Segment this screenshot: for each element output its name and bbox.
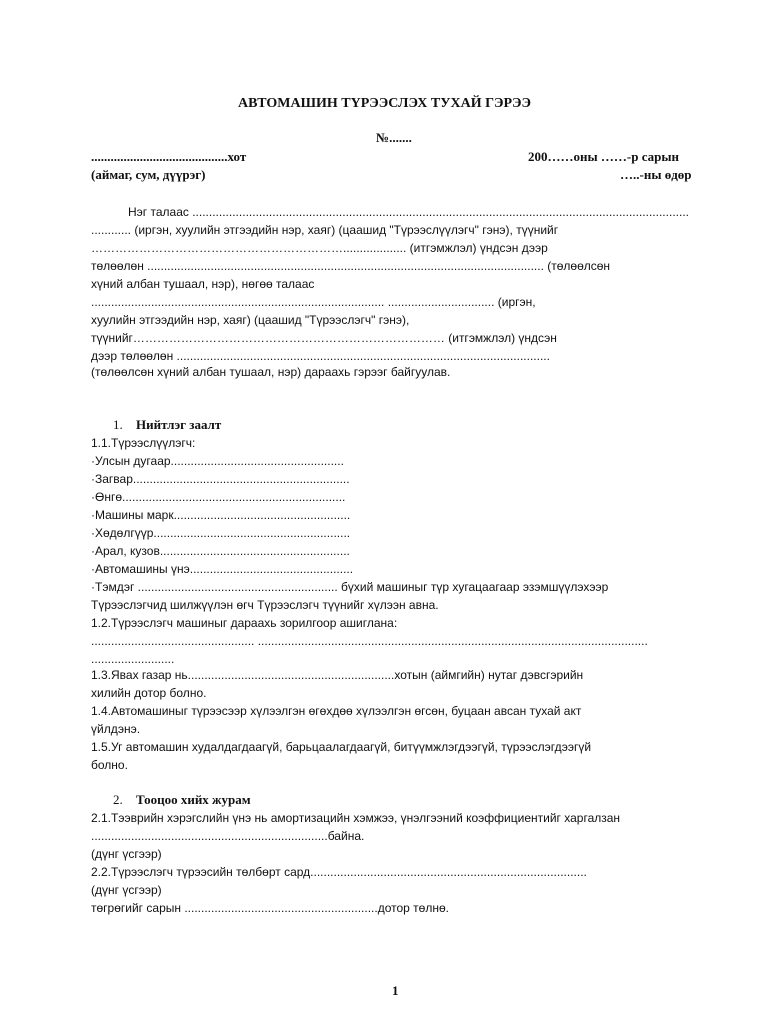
intro-line: төлөөлөн ....................................................................................................................... (төлөөлсөн xyxy=(91,259,611,273)
intro-line: Нэг талаас ..................................................................................................................................................... xyxy=(128,205,689,219)
intro-line: ............ (иргэн, хуулийн этгээдийн нэр, хаяг) (цаашид "Түрээслүүлэгч" гэнэ), түүнийг xyxy=(91,223,559,237)
header-date: 200……оны ……-р сарын xyxy=(528,149,679,164)
header-city: ..........................................хот xyxy=(91,149,247,164)
intro-line: түүнийг…………………………………………………………………… (итгэмжлэл) үндсэн xyxy=(91,331,557,345)
section-1-line: ·Арал, кузов......................................................... xyxy=(91,544,350,558)
section-1-line: ......................... xyxy=(91,652,175,666)
intro-line: (төлөөлсөн хүний албан тушаал, нэр) дараахь гэрээг байгуулав. xyxy=(91,365,451,379)
section-1-line: ·Машины марк..................................................... xyxy=(91,508,351,522)
intro-line: хуулийн этгээдийн нэр, хаяг) (цаашид "Түрээслэгч" гэнэ), xyxy=(91,313,410,327)
intro-line: дээр төлөөлөн ................................................................................................................ xyxy=(91,349,550,363)
section-1-line: ................................................. ..................................................................................................................... xyxy=(91,634,648,648)
intro-line: ………………………………………………………................... (итгэмжлэл) үндсэн дээр xyxy=(91,241,548,255)
section-2-line: (дүнг үсгээр) xyxy=(91,883,162,897)
intro-line: хүний албан тушаал, нэр), нөгөө талаас xyxy=(91,277,315,291)
section-1-line: үйлдэнэ. xyxy=(91,722,141,736)
section-1-line: ·Хөдөлгүүр........................................................... xyxy=(91,526,351,540)
section-1-heading: Нийтлэг заалт xyxy=(136,417,222,432)
section-1-line: 1.1.Түрээслүүлэгч: xyxy=(91,436,196,450)
section-2-line: 2.1.Тээврийн хэрэгслийн үнэ нь амортизацийн хэмжээ, үнэлгээний коэффициентийг харгалзан xyxy=(91,811,621,825)
section-1-line: 1.4.Автомашиныг түрээсээр хүлээлгэн өгөхдөө хүлээлгэн өгсөн, буцаан авсан тухай акт xyxy=(91,704,582,718)
section-1-line: Түрээслэгчид шилжүүлэн өгч Түрээслэгч түүнийг хүлээн авна. xyxy=(91,598,439,612)
section-1-line: ·Улсын дугаар.................................................... xyxy=(91,454,344,468)
document-title: АВТОМАШИН ТҮРЭЭСЛЭХ ТУХАЙ ГЭРЭЭ xyxy=(238,96,532,111)
section-2-heading: Тооцоо хийх журам xyxy=(136,792,251,807)
header-aimag: (аймаг, сум, дүүрэг) xyxy=(91,167,206,182)
section-1-number: 1. xyxy=(113,417,123,432)
section-1-line: 1.3.Явах газар нь..............................................................хотын (аймгийн) нутаг дэвсгэрийн xyxy=(91,668,584,682)
section-2-line: 2.2.Түрээслэгч түрээсийн төлбөрт сард................................................................................... xyxy=(91,865,587,879)
section-1-line: ·Автомашины үнэ................................................. xyxy=(91,562,354,576)
section-2-number: 2. xyxy=(113,792,123,807)
section-2-line: (дүнг үсгээр) xyxy=(91,847,162,861)
intro-line: ........................................................................................ ................................ (иргэн, xyxy=(91,295,536,309)
section-1-line: 1.2.Түрээслэгч машиныг дараахь зорилгоор ашиглана: xyxy=(91,616,398,630)
section-1-line: ·Загвар................................................................. xyxy=(91,472,350,486)
section-1-line: 1.5.Уг автомашин худалдагдаагүй, барьцаалагдаагүй, битүүмжлэгдээгүй, түрээслэгдээгүй xyxy=(91,740,592,754)
section-1-line: хилийн дотор болно. xyxy=(91,686,207,700)
header-day: …..-ны өдөр xyxy=(620,167,692,182)
section-1-line: ·Өнгө................................................................... xyxy=(91,490,346,504)
section-1-line: ·Тэмдэг ............................................................ бүхий машиныг түр хугацаагаар эзэмшүүлэхээр xyxy=(91,580,609,594)
section-2-line: .......................................................................байна. xyxy=(91,829,365,843)
section-2-line: төгрөгийг сарын ..........................................................дотор төлнө. xyxy=(91,901,449,915)
section-1-line: болно. xyxy=(91,758,128,772)
page-number: 1 xyxy=(392,983,399,998)
contract-number: №....... xyxy=(376,130,412,145)
